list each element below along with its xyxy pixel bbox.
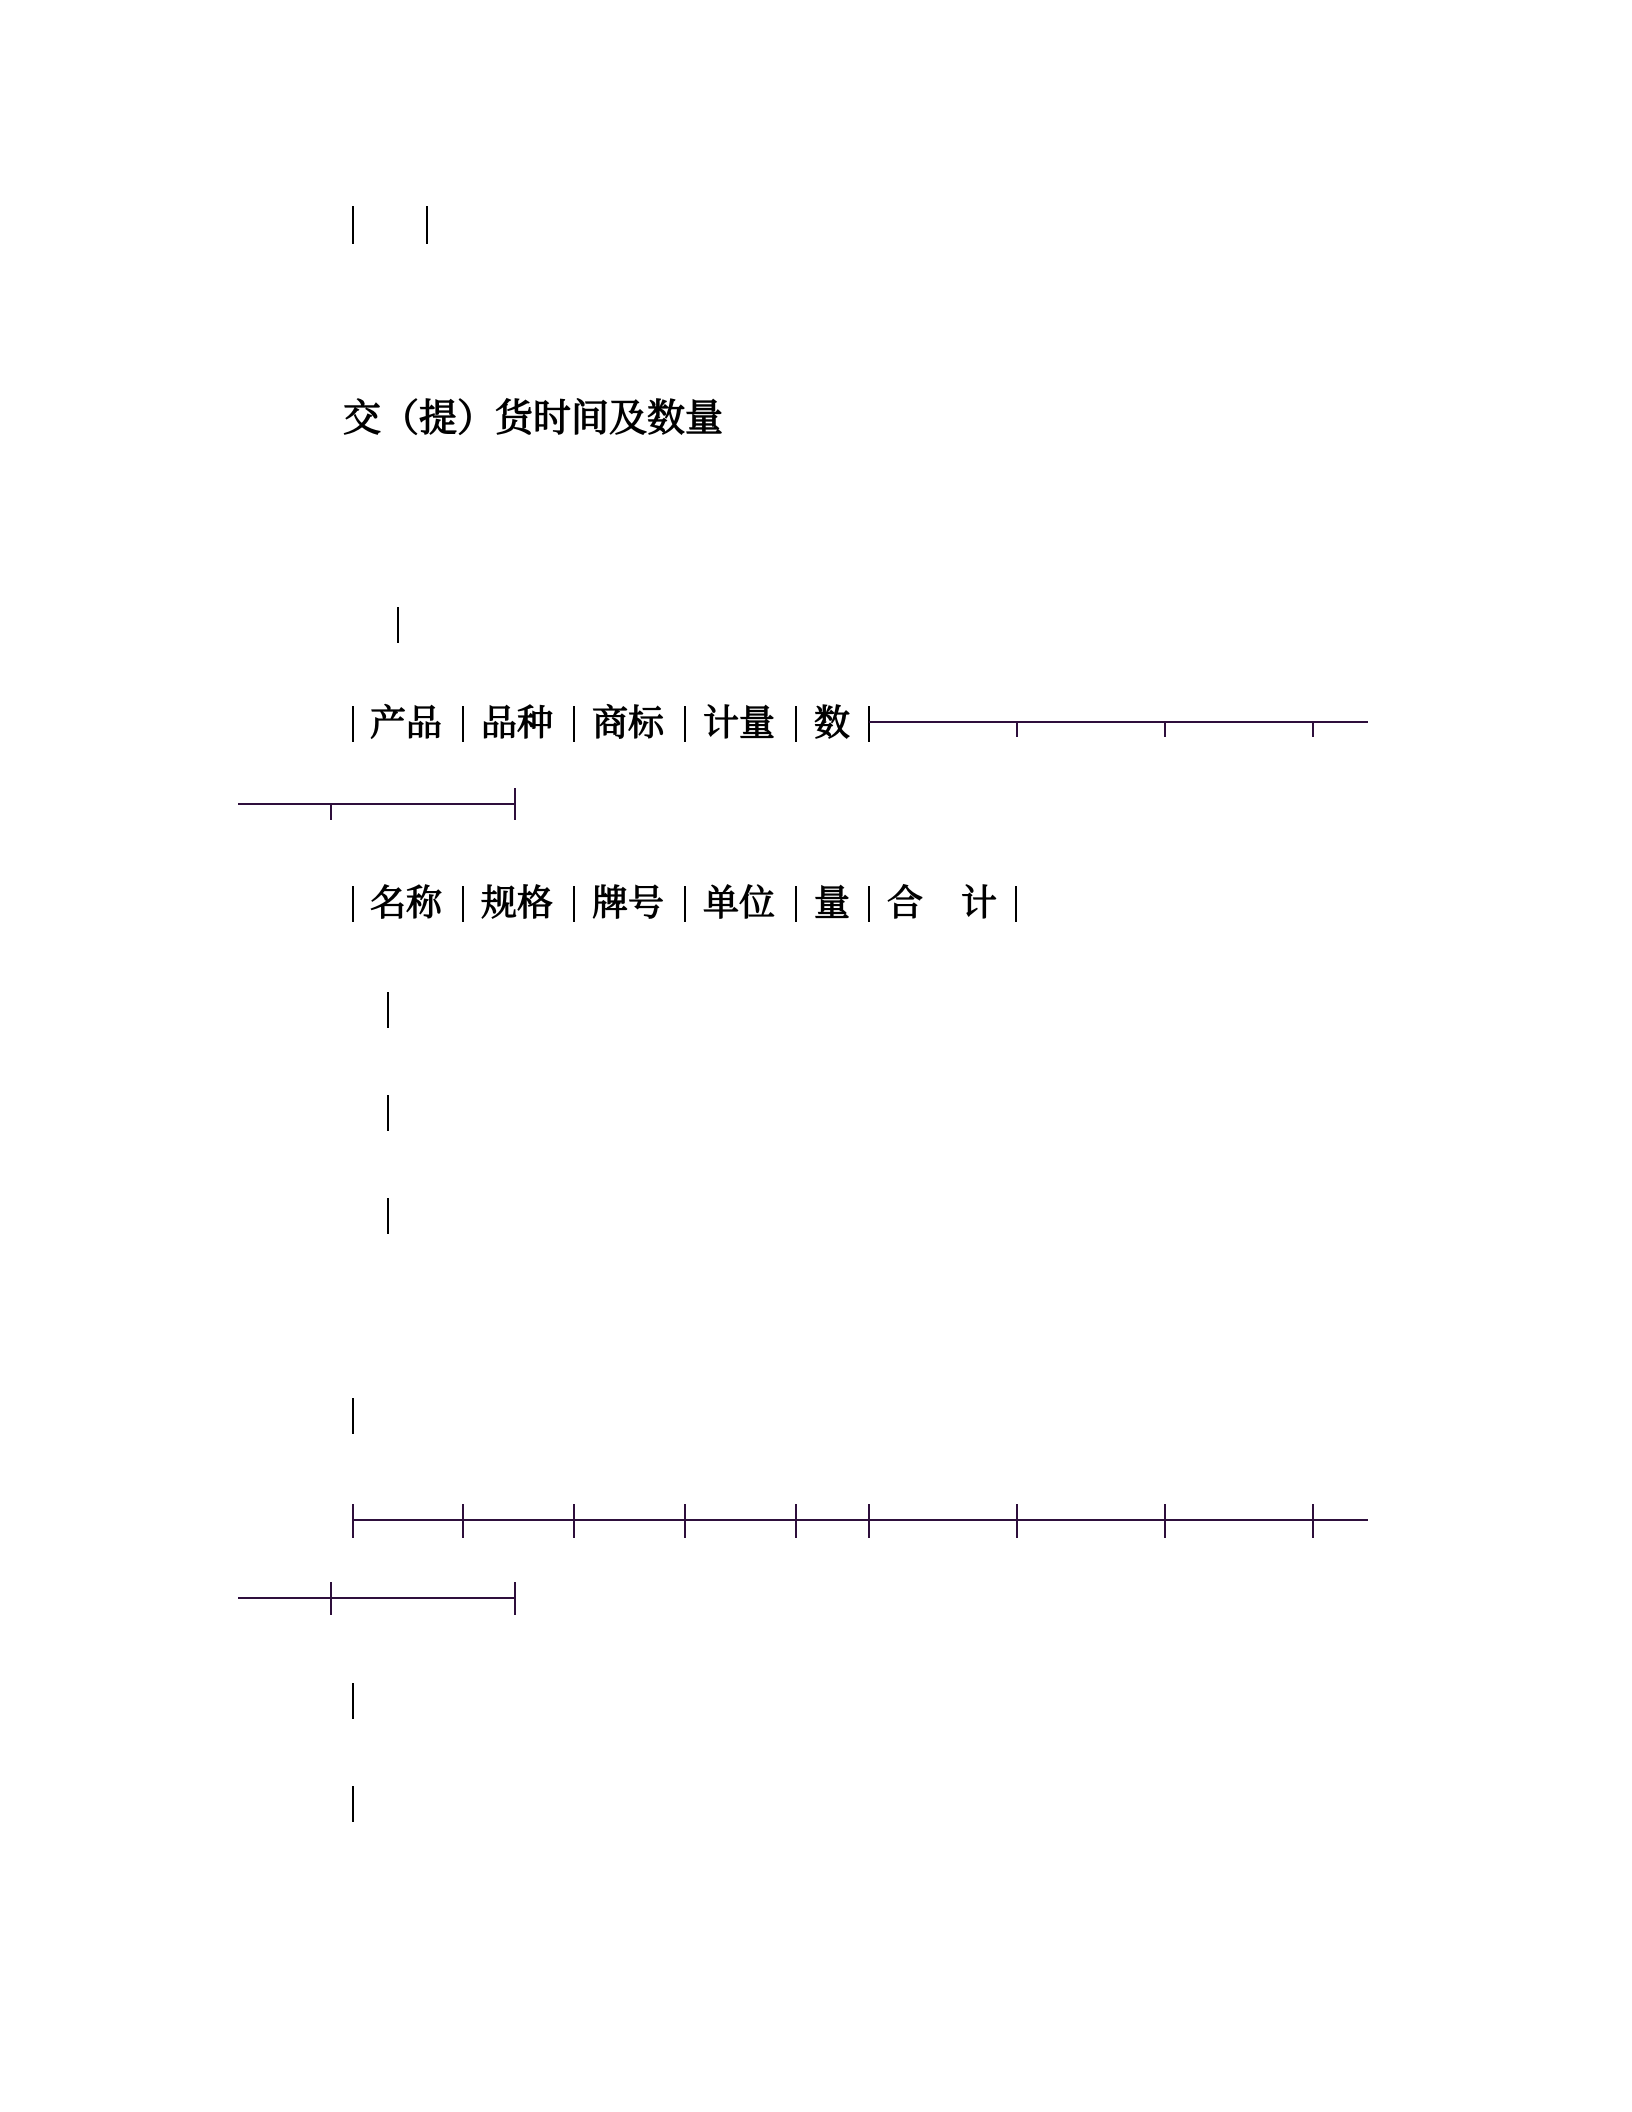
table-rule-tick — [352, 1504, 354, 1538]
column-divider — [573, 706, 575, 742]
table-border-fragment — [397, 607, 399, 643]
column-divider — [868, 886, 870, 922]
table-rule-tick — [573, 1504, 575, 1538]
table-rule — [238, 803, 516, 805]
header-cell: 品种 — [481, 703, 554, 744]
column-divider — [352, 706, 354, 742]
table-rule — [352, 1519, 1368, 1521]
table-rule-tick — [462, 1504, 464, 1538]
table-rule-tick — [868, 1504, 870, 1538]
table-rule — [869, 721, 1368, 723]
table-rule-tick — [795, 1504, 797, 1538]
column-divider — [795, 886, 797, 922]
header-cell: 规格 — [481, 883, 554, 924]
table-border-fragment — [387, 1095, 389, 1131]
column-divider — [684, 706, 686, 742]
column-divider — [573, 886, 575, 922]
column-divider — [1015, 886, 1017, 922]
column-divider — [684, 886, 686, 922]
header-cell: 商标 — [592, 703, 665, 744]
table-rule-tick — [514, 1582, 516, 1615]
table-rule-tick — [1312, 721, 1314, 737]
table-rule-tick — [1164, 1504, 1166, 1538]
column-divider — [868, 706, 870, 742]
header-cell: 产品 — [370, 703, 443, 744]
table-rule-tick — [684, 1504, 686, 1538]
table-rule-tick — [1312, 1504, 1314, 1538]
column-divider — [462, 886, 464, 922]
table-rule-tick — [1164, 721, 1166, 737]
header-cell: 单位 — [703, 883, 776, 924]
header-cell: 合 — [887, 883, 924, 924]
header-cell: 计 — [961, 883, 998, 924]
table-rule-tick — [514, 788, 516, 820]
column-divider — [795, 706, 797, 742]
table-border-fragment — [352, 1786, 354, 1822]
column-divider — [352, 886, 354, 922]
header-cell: 量 — [814, 883, 851, 924]
table-border-fragment — [426, 206, 428, 244]
column-divider — [462, 706, 464, 742]
header-cell: 名称 — [370, 883, 443, 924]
table-rule-tick — [330, 803, 332, 820]
table-rule-tick — [1016, 1504, 1018, 1538]
table-rule-tick — [1016, 721, 1018, 737]
table-border-fragment — [352, 206, 354, 244]
table-rule — [238, 1597, 516, 1599]
header-cell: 牌号 — [592, 883, 665, 924]
section-heading: 交（提）货时间及数量 — [343, 396, 724, 440]
table-border-fragment — [352, 1683, 354, 1719]
table-border-fragment — [352, 1398, 354, 1434]
header-cell: 计量 — [703, 703, 776, 744]
table-border-fragment — [387, 992, 389, 1028]
table-rule-tick — [330, 1582, 332, 1615]
table-border-fragment — [387, 1198, 389, 1234]
header-cell: 数 — [814, 703, 851, 744]
